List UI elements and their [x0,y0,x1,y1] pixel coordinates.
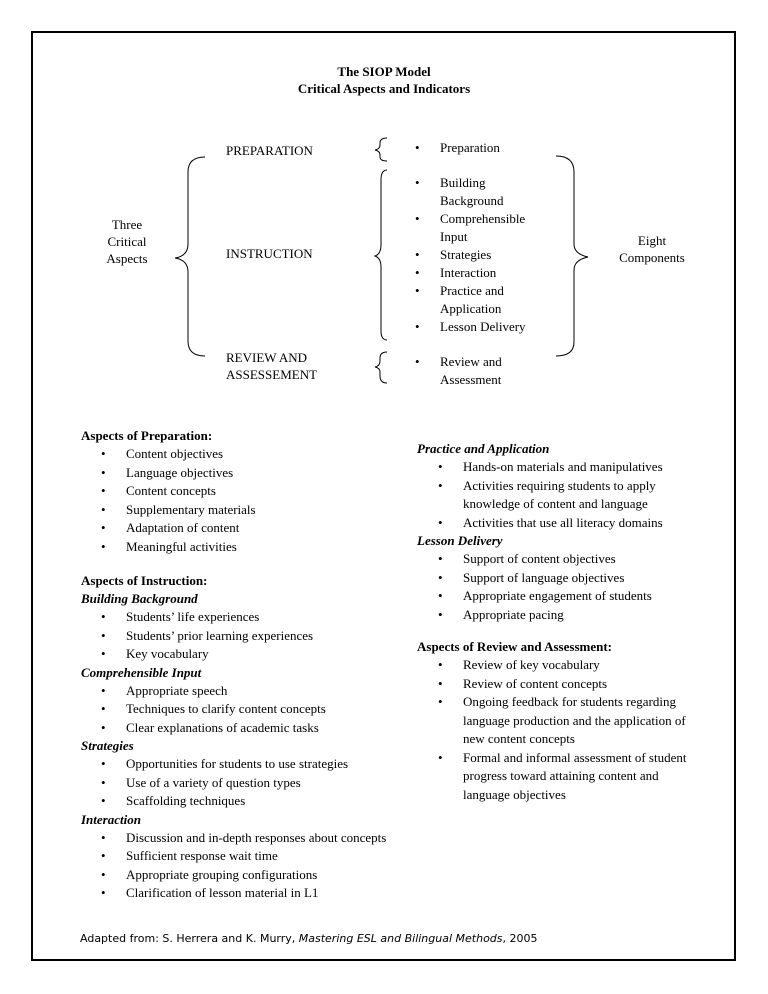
left-column [81,427,421,903]
eight-components-label [614,232,690,266]
three-critical-aspects-label [95,216,159,267]
list-item: • Review of key vocabulary [463,656,702,675]
citation [80,932,538,945]
list-item: • Language objectives [126,464,421,483]
strat-heading: Strategies [81,738,134,753]
list-item: • Sufficient response wait time [126,847,421,866]
left-label-line: Aspects [106,251,148,266]
strat-list [126,755,421,811]
component-item: • Preparation [440,139,550,157]
list-item: • Activities that use all literacy domains [463,514,702,533]
component-item: • Building Background [440,174,550,210]
inter-heading: Interaction [81,811,141,827]
list-item: • Content objectives [126,445,421,464]
practice-heading: Practice and Application [417,441,550,456]
aspect-review-line: ASSESSEMENT [226,367,318,382]
lesson-heading: Lesson Delivery [417,533,503,548]
list-item: • Supplementary materials [126,501,421,520]
list-item: • Discussion and in-depth responses about concepts [126,829,421,848]
right-label-line: Eight [637,233,667,248]
component-item: • Lesson Delivery [440,318,550,336]
review-list [463,656,702,804]
component-item: • Review and Assessment [440,353,520,389]
comp-list [126,682,421,738]
list-item: • Ongoing feedback for students regarding language production and the application of new content concepts [463,693,702,749]
building-list [126,608,421,664]
comp-heading: Comprehensible Input [81,664,202,680]
list-item: • Formal and informal assessment of student progress toward attaining content and language objectives [463,749,702,805]
instr-heading: Aspects of Instruction: [81,573,208,588]
list-item: • Key vocabulary [126,645,421,664]
practice-list [463,458,702,532]
aspect-review-line: REVIEW AND [226,350,308,365]
lesson-list [463,550,702,624]
list-item: • Clear explanations of academic tasks [126,719,421,738]
doc-title: The SIOP Model [337,64,431,79]
component-list-preparation [440,139,550,157]
prep-list [126,445,421,556]
list-item: • Support of language objectives [463,569,702,588]
citation-prefix: Adapted from: S. Herrera and K. Murry, [80,932,299,945]
citation-book: Mastering ESL and Bilingual Methods [298,932,503,945]
left-label-line: Critical [107,234,147,249]
component-item: • Strategies [440,246,550,264]
list-item: • Techniques to clarify content concepts [126,700,421,719]
component-item: • Practice and Application [440,282,550,318]
review-heading: Aspects of Review and Assessment: [417,639,612,654]
list-item: • Activities requiring students to apply knowledge of content and language [463,477,702,514]
right-label-line: Components [619,250,685,265]
component-list-review [440,353,520,389]
aspect-review [226,349,317,383]
right-column [417,440,702,804]
left-label-line: Three [111,217,143,232]
component-item: • Interaction [440,264,550,282]
prep-heading: Aspects of Preparation: [81,428,213,443]
list-item: • Appropriate speech [126,682,421,701]
list-item: • Content concepts [126,482,421,501]
list-item: • Appropriate pacing [463,606,702,625]
aspect-instruction: INSTRUCTION [226,246,313,261]
component-item: • Comprehensible Input [440,210,550,246]
list-item: • Meaningful activities [126,538,421,557]
list-item: • Appropriate grouping configurations [126,866,421,885]
aspect-preparation: PREPARATION [226,143,313,158]
list-item: • Adaptation of content [126,519,421,538]
list-item: • Clarification of lesson material in L1 [126,884,421,903]
citation-suffix: , 2005 [502,932,538,945]
list-item: • Students’ life experiences [126,608,421,627]
list-item: • Use of a variety of question types [126,774,421,793]
doc-subtitle: Critical Aspects and Indicators [297,81,471,96]
list-item: • Scaffolding techniques [126,792,421,811]
list-item: • Support of content objectives [463,550,702,569]
list-item: • Opportunities for students to use strategies [126,755,421,774]
list-item: • Appropriate engagement of students [463,587,702,606]
component-list-instruction [440,174,550,336]
list-item: • Hands-on materials and manipulatives [463,458,702,477]
list-item: • Review of content concepts [463,675,702,694]
list-item: • Students’ prior learning experiences [126,627,421,646]
building-heading: Building Background [81,591,198,606]
inter-list [126,829,421,903]
